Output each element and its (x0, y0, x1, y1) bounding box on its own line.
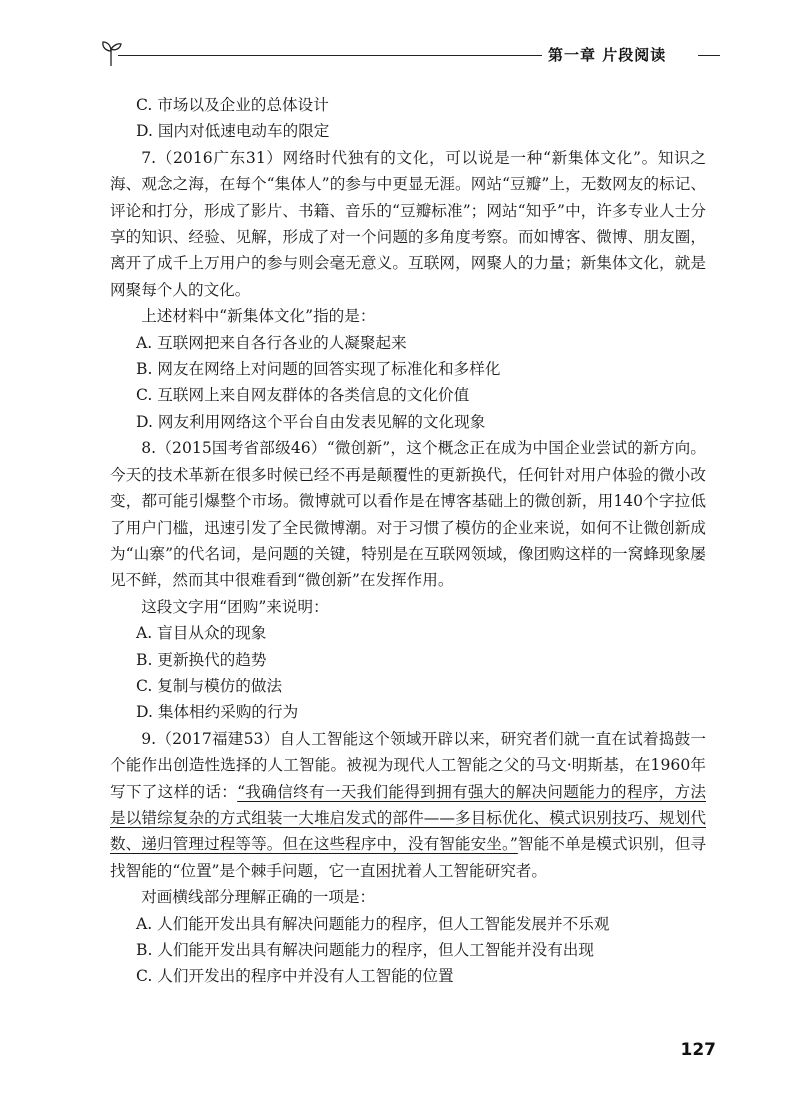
answer-option: A. 人们能开发出具有解决问题能力的程序，但人工智能发展并不乐观 (136, 914, 610, 933)
question-stem: 上述材料中“新集体文化”指的是： (141, 307, 376, 326)
answer-option: C. 复制与模仿的做法 (136, 676, 283, 695)
question-passage: 7.（2016广东31）网络时代独有的文化，可以说是一种“新集体文化”。知识之海、观念之海，在每个“集体人”的参与中更显无涯。网站“豆瓣”上，无数网友的标记、评论和打分，形成了影片、书籍、音乐的“豆瓣标准”；网站“知乎”中，许多专业人士分享的知识、经验、见解，形成了对一个问题的多角度考察。而如博客、微博、朋友圈，离开了成千上万用户的参与则会毫无意义。互联网，网聚人的力量；新集体文化，就是网聚每个人的文化。 (110, 148, 706, 299)
passage-text: 智能不单是模式识别，但寻找智能的“位置”是个棘手问题，它一直困扰着人工智能研究者。 (110, 835, 706, 880)
answer-option: D. 网友利用网络这个平台自由发表见解的文化现象 (136, 412, 486, 431)
answer-option: D. 国内对低速电动车的限定 (136, 122, 330, 141)
chapter-title: 第一章 片段阅读 (548, 46, 667, 64)
sprout-icon (100, 38, 122, 68)
answer-option: C. 互联网上来自网友群体的各类信息的文化价值 (136, 386, 470, 405)
answer-option: B. 网友在网络上对问题的回答实现了标准化和多样化 (136, 360, 501, 379)
page-body (110, 92, 706, 990)
underlined-quote: “我确信终有一天我们能得到拥有强大的解决问题能力的程序，方法是以错综复杂的方式组装一大堆启发式的部件——多目标优化、模式识别技巧、规划代数、递归管理过程等等。但在这些程序中，没有智能安坐。” (110, 782, 706, 854)
header-rule-right (698, 55, 720, 56)
page-number: 127 (680, 1040, 716, 1060)
answer-option: A. 互联网把来自各行各业的人凝聚起来 (136, 333, 407, 352)
answer-option: A. 盲目从众的现象 (136, 624, 267, 643)
question-passage (110, 726, 706, 884)
answer-option: D. 集体相约采购的行为 (136, 703, 299, 722)
header-rule-left (118, 55, 542, 56)
question-stem: 这段文字用“团购”来说明： (141, 597, 329, 616)
answer-option: C. 市场以及企业的总体设计 (136, 96, 329, 114)
answer-option: B. 更新换代的趋势 (136, 650, 267, 669)
answer-option: C. 人们开发出的程序中并没有人工智能的位置 (136, 967, 454, 986)
passage-text: 9.（2017福建53）自人工智能这个领域开辟以来，研究者们就一直在试着捣鼓一个能作出创造性选择的人工智能。被视为现代人工智能之父的马文·明斯基，在1960年写下了这样的话： (110, 729, 706, 801)
answer-option: B. 人们能开发出具有解决问题能力的程序，但人工智能并没有出现 (136, 941, 594, 959)
page-header (100, 38, 720, 72)
question-passage: 8.（2015国考省部级46）“微创新”，这个概念正在成为中国企业尝试的新方向。今天的技术革新在很多时候已经不再是颠覆性的更新换代，任何针对用户体验的微小改变，都可能引爆整个市场。微博就可以看作是在博客基础上的微创新，用140个字拉低了用户门槛，迅速引发了全民微博潮。对于习惯了模仿的企业来说，如何不让微创新成为“山寨”的代名词，是问题的关键，特别是在互联网领域，像团购这样的一窝蜂现象屡见不鲜，然而其中很难看到“微创新”在发挥作用。 (110, 439, 706, 590)
question-stem: 对画横线部分理解正确的一项是： (141, 888, 376, 907)
